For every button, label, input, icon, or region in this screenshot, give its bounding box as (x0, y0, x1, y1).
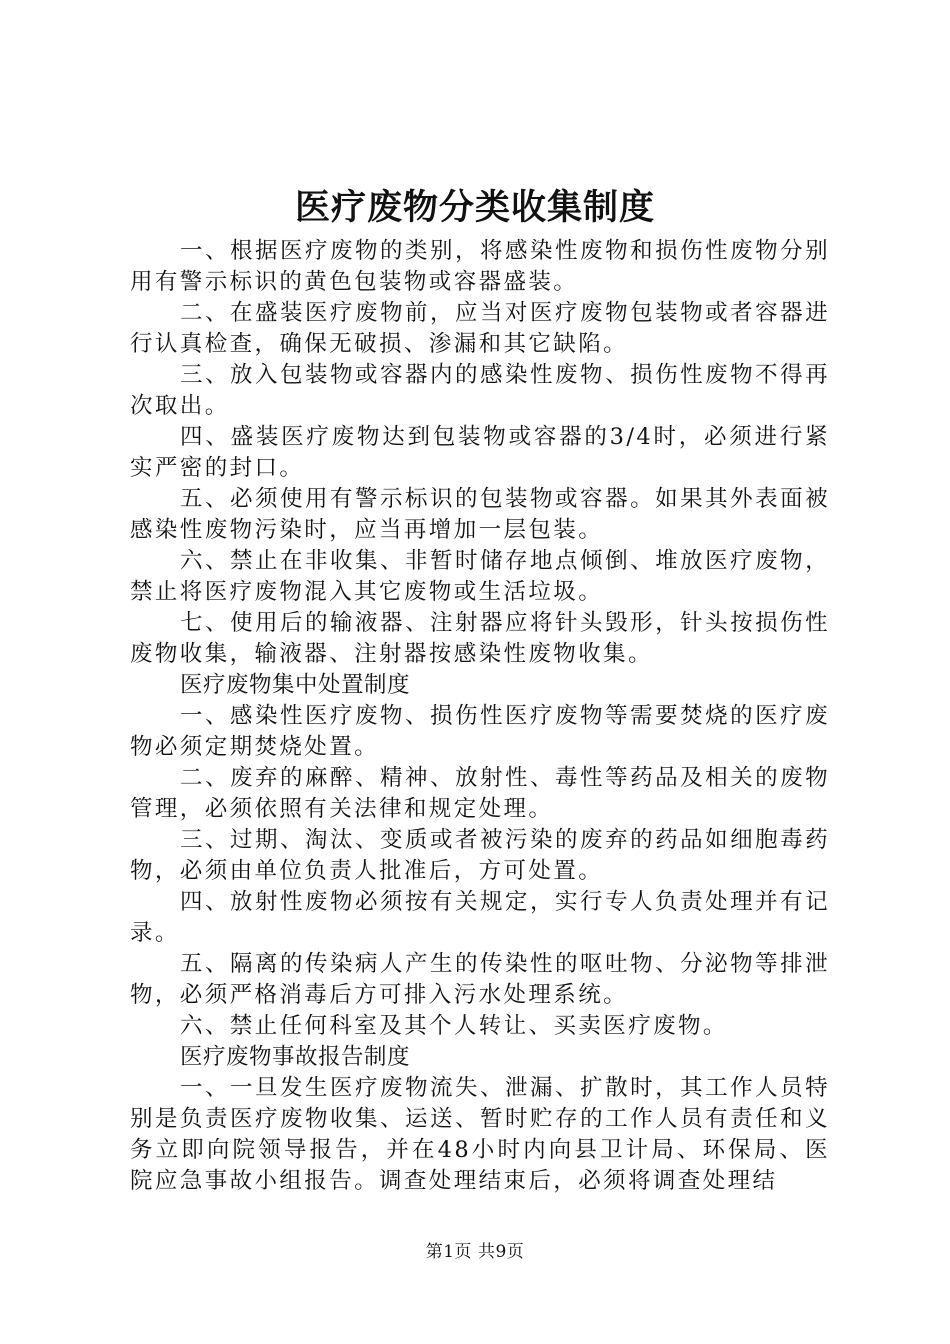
paragraph: 一、感染性医疗废物、损伤性医疗废物等需要焚烧的医疗废物必须定期焚烧处置。 (130, 703, 830, 760)
paragraph: 二、在盛装医疗废物前，应当对医疗废物包装物或者容器进行认真检查，确保无破损、渗漏和其它缺陷。 (130, 300, 830, 357)
paragraph: 三、过期、淘汰、变质或者被污染的废弃的药品如细胞毒药物，必须由单位负责人批准后，方可处置。 (130, 827, 830, 884)
page-footer: 第1页 共9页 (425, 1242, 525, 1262)
paragraph: 四、盛装医疗废物达到包装物或容器的3/4时，必须进行紧实严密的封口。 (130, 424, 830, 481)
paragraph: 六、禁止任何科室及其个人转让、买卖医疗废物。 (180, 1013, 728, 1039)
paragraph: 六、禁止在非收集、非暂时储存地点倾倒、堆放医疗废物，禁止将医疗废物混入其它废物或生活垃圾。 (130, 548, 830, 605)
paragraph: 三、放入包装物或容器内的感染性废物、损伤性废物不得再次取出。 (130, 362, 830, 419)
section-heading: 医疗废物事故报告制度 (180, 1044, 411, 1070)
paragraph: 五、隔离的传染病人产生的传染性的呕吐物、分泌物等排泄物，必须严格消毒后方可排入污水处理系统。 (130, 951, 830, 1008)
paragraph: 七、使用后的输液器、注射器应将针头毁形，针头按损伤性废物收集，输液器、注射器按感染性废物收集。 (130, 610, 830, 667)
paragraph: 二、废弃的麻醉、精神、放射性、毒性等药品及相关的废物管理，必须依照有关法律和规定处理。 (130, 765, 830, 822)
paragraph: 五、必须使用有警示标识的包装物或容器。如果其外表面被感染性废物污染时，应当再增加一层包装。 (130, 486, 830, 543)
document-body (130, 236, 830, 1197)
paragraph: 四、放射性废物必须按有关规定，实行专人负责处理并有记录。 (130, 889, 830, 946)
paragraph: 一、根据医疗废物的类别，将感染性废物和损伤性废物分别用有警示标识的黄色包装物或容器盛装。 (130, 238, 830, 295)
page-title: 医疗废物分类收集制度 (294, 187, 655, 228)
section-heading: 医疗废物集中处置制度 (180, 672, 411, 698)
paragraph: 一、一旦发生医疗废物流失、泄漏、扩散时，其工作人员特别是负责医疗废物收集、运送、暂时贮存的工作人员有责任和义务立即向院领导报告，并在48小时内向县卫计局、环保局、医院应急事故小组报告。调查处理结束后，必须将调查处理结 (130, 1075, 830, 1194)
